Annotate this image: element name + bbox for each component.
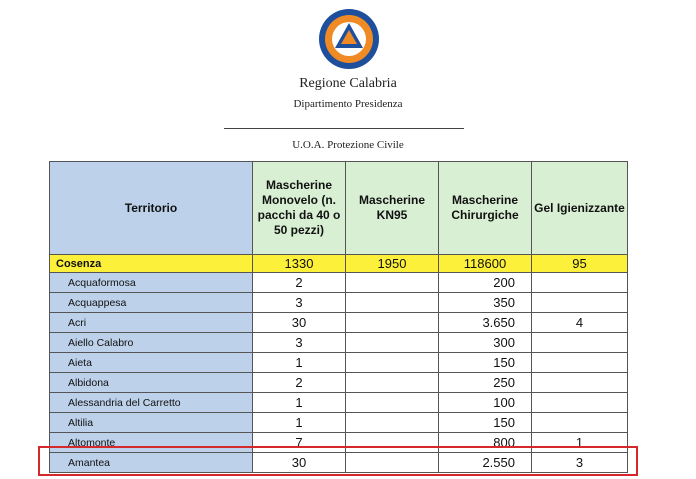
cell-chirurgiche: 2.550 bbox=[439, 453, 532, 473]
cell-kn95 bbox=[346, 353, 439, 373]
municipality-name: Albidona bbox=[50, 373, 253, 393]
table-row bbox=[50, 333, 628, 353]
province-chirurgiche: 118600 bbox=[439, 255, 532, 273]
cell-chirurgiche: 150 bbox=[439, 353, 532, 373]
municipality-name: Alessandria del Carretto bbox=[50, 393, 253, 413]
cell-chirurgiche: 3.650 bbox=[439, 313, 532, 333]
table-row bbox=[50, 273, 628, 293]
highlight-box bbox=[38, 446, 638, 476]
region-name: Regione Calabria bbox=[299, 76, 397, 91]
cell-chirurgiche: 100 bbox=[439, 393, 532, 413]
municipality-name: Acri bbox=[50, 313, 253, 333]
table-row bbox=[50, 373, 628, 393]
department-name: Dipartimento Presidenza bbox=[293, 98, 403, 110]
cell-gel: 1 bbox=[532, 433, 628, 453]
protezione-civile-logo bbox=[318, 8, 380, 70]
cell-monovelo: 2 bbox=[253, 373, 346, 393]
cell-gel bbox=[532, 353, 628, 373]
province-gel: 95 bbox=[532, 255, 628, 273]
table-header-row bbox=[50, 162, 628, 255]
unit-name: U.O.A. Protezione Civile bbox=[292, 139, 404, 151]
cell-kn95 bbox=[346, 393, 439, 413]
cell-gel: 3 bbox=[532, 453, 628, 473]
table-body bbox=[50, 273, 628, 473]
cell-kn95 bbox=[346, 373, 439, 393]
header-territorio: Territorio bbox=[50, 162, 253, 255]
cell-chirurgiche: 350 bbox=[439, 293, 532, 313]
supplies-table bbox=[49, 161, 628, 473]
cell-kn95 bbox=[346, 413, 439, 433]
cell-gel bbox=[532, 273, 628, 293]
cell-gel bbox=[532, 373, 628, 393]
header-monovelo: Mascherine Monovelo (n. pacchi da 40 o 50 pezzi) bbox=[253, 162, 346, 255]
table-row bbox=[50, 353, 628, 373]
header-divider bbox=[224, 128, 464, 129]
province-row bbox=[50, 255, 628, 273]
municipality-name: Altilia bbox=[50, 413, 253, 433]
header-kn95: Mascherine KN95 bbox=[346, 162, 439, 255]
cell-chirurgiche: 150 bbox=[439, 413, 532, 433]
municipality-name: Acquaformosa bbox=[50, 273, 253, 293]
province-kn95: 1950 bbox=[346, 255, 439, 273]
table-row bbox=[50, 293, 628, 313]
header-chirurgiche: Mascherine Chirurgiche bbox=[439, 162, 532, 255]
cell-monovelo: 30 bbox=[253, 453, 346, 473]
cell-monovelo: 2 bbox=[253, 273, 346, 293]
cell-gel bbox=[532, 393, 628, 413]
cell-kn95 bbox=[346, 293, 439, 313]
table-row bbox=[50, 313, 628, 333]
cell-monovelo: 7 bbox=[253, 433, 346, 453]
cell-gel bbox=[532, 333, 628, 353]
table-row bbox=[50, 413, 628, 433]
cell-gel: 4 bbox=[532, 313, 628, 333]
cell-gel bbox=[532, 293, 628, 313]
cell-kn95 bbox=[346, 273, 439, 293]
municipality-name: Aiello Calabro bbox=[50, 333, 253, 353]
province-monovelo: 1330 bbox=[253, 255, 346, 273]
municipality-name: Acquappesa bbox=[50, 293, 253, 313]
cell-monovelo: 3 bbox=[253, 333, 346, 353]
table-row bbox=[50, 393, 628, 413]
cell-chirurgiche: 200 bbox=[439, 273, 532, 293]
municipality-name: Altomonte bbox=[50, 433, 253, 453]
cell-chirurgiche: 800 bbox=[439, 433, 532, 453]
cell-chirurgiche: 250 bbox=[439, 373, 532, 393]
cell-monovelo: 30 bbox=[253, 313, 346, 333]
cell-gel bbox=[532, 413, 628, 433]
cell-monovelo: 1 bbox=[253, 413, 346, 433]
municipality-name: Amantea bbox=[50, 453, 253, 473]
cell-chirurgiche: 300 bbox=[439, 333, 532, 353]
cell-kn95 bbox=[346, 333, 439, 353]
cell-kn95 bbox=[346, 313, 439, 333]
cell-monovelo: 1 bbox=[253, 353, 346, 373]
header-gel: Gel Igienizzante bbox=[532, 162, 628, 255]
cell-monovelo: 3 bbox=[253, 293, 346, 313]
province-name: Cosenza bbox=[50, 255, 253, 273]
cell-monovelo: 1 bbox=[253, 393, 346, 413]
municipality-name: Aieta bbox=[50, 353, 253, 373]
